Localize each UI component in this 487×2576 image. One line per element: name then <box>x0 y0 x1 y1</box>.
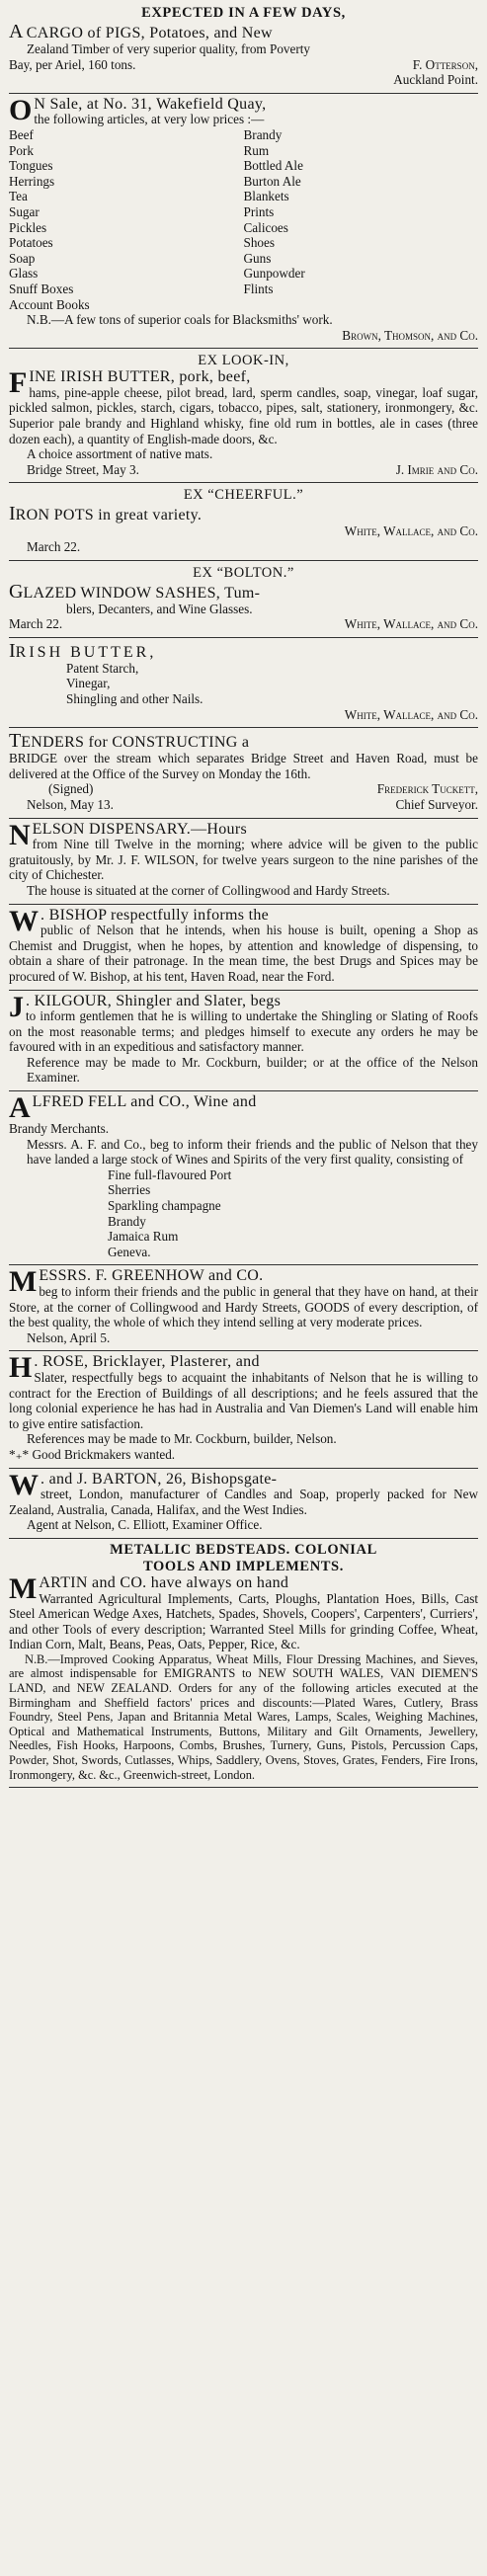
list-item: Gunpowder <box>243 266 305 282</box>
ad-title: ARTIN and CO. have always on hand <box>39 1573 289 1591</box>
list-item: Geneva. <box>108 1244 151 1259</box>
list-item: Sugar <box>9 203 40 219</box>
ad-body: street, London, manufacturer of Candles and Soap, properly packed for New Zealand, Australia, Canada, Halifax, and the West Indies. <box>9 1487 478 1517</box>
drop-letter: H <box>9 1351 33 1385</box>
ad-pigs <box>9 2 478 94</box>
ad-signer-title: Chief Surveyor. <box>395 796 478 812</box>
ad-line: Bay, per Ariel, 160 tons. <box>9 56 136 72</box>
list-item: Blankets <box>243 189 289 204</box>
ad-body: Slater, respectfully begs to acquaint the inhabitants of Nelson that he is willing to contract for the Erection of Buildings of all descriptions; and he feels assured that the long colonial experience he has had in Australia and Van Diemen's Land will enable him to give entire satisfaction. <box>9 1369 478 1431</box>
ad-title: . and J. BARTON, 26, Bishopsgate- <box>41 1470 278 1488</box>
list-item: Pork <box>9 142 34 158</box>
list-item: Potatoes <box>9 235 53 251</box>
ad-title: INE IRISH BUTTER, pork, beef, <box>29 368 251 386</box>
ad-title: ESSRS. F. GREENHOW and CO. <box>39 1267 264 1285</box>
ad-body-2: N.B.—Improved Cooking Apparatus, Wheat Mills, Flour Dressing Machines, and Sieves, are almost indispensable for EMIGRANTS to NEW SOUTH WALES, VAN DIEMEN'S LAND, and NEW ZEALAND. Orders for any of the following articles executed at the Birmingham and Sheffield factors' prices and discounts:—Plated Wares, Cutlery, Brass Foundry, Steel Pens, Japan and Britannia Metal Wares, Lamps, Scales, Weighing Machines, Optical and Mathematical Instruments, Buttons, Military and Gilt Ornaments, Jewellery, Needles, Fish Hooks, Harpoons, Combs, Brushes, Turnery, Guns, Pistols, Percussion Caps, Powder, Shot, Swords, Cutlasses, Whips, Saddlery, Ovens, Stoves, Grates, Fenders, Fire Irons, Ironmongery, &c. &c., Greenwich-street, London. <box>9 1651 478 1782</box>
ad-line: Zealand Timber of very superior quality, from Poverty <box>27 41 311 56</box>
ad-lookin <box>9 349 478 483</box>
list-item: Shingling and other Nails. <box>66 691 203 706</box>
ad-signature: Brown, Thomson, and Co. <box>342 327 478 343</box>
ad-date: March 22. <box>27 539 81 555</box>
drop-letter: O <box>9 93 33 126</box>
list-item: Brandy <box>243 126 283 142</box>
ad-fell <box>9 1091 478 1265</box>
list-item: Tongues <box>9 158 53 174</box>
ad-signature-place: Auckland Point. <box>393 72 478 88</box>
ad-body: Warranted Agricultural Implements, Carts, Ploughs, Plantation Hoes, Bills, Cast Steel American Wedge Axes, Hatchets, Spades, Shovels, Coopers', Carpenters', Curriers', and other Tools of every description; Warranted Steel Mills for grinding Coffee, Wheat, Indian Corn, Malt, Beans, Peas, Oats, Pepper, Rice, &c. <box>9 1590 478 1652</box>
drop-letter: W <box>9 904 39 937</box>
ad-agent: Agent at Nelson, C. Elliott, Examiner Office. <box>27 1517 263 1533</box>
drop-letter: W <box>9 1468 39 1501</box>
ad-title: . KILGOUR, Shingler and Slater, begs <box>26 992 282 1009</box>
ad-signature: White, Wallace, and Co. <box>344 706 478 722</box>
list-item: Calicoes <box>243 219 288 235</box>
drop-letter: A <box>9 21 24 42</box>
ad-body: to inform gentlemen that he is willing to undertake the Shingling or Slating of Roofs on the most reasonable terms; and pledges himself to execute any orders he may be favoured with in an expeditious and satisfactory manner. <box>9 1008 478 1055</box>
ad-kilgour <box>9 991 478 1092</box>
ad-header: EX “CHEERFUL.” <box>183 487 304 504</box>
ad-rose <box>9 1351 478 1468</box>
list-item: Brandy <box>108 1213 146 1229</box>
ad-title: LFRED FELL and CO., Wine and <box>32 1093 257 1111</box>
list-item: Prints <box>243 203 275 219</box>
ad-body: hams, pine-apple cheese, pilot bread, lard, sperm candles, soap, vinegar, loaf sugar, pickled salmon, pickles, starch, cigars, tobacco, pipes, salt, stationery, ironmongery, &c. Superior pale brandy and Highland whisky, fine old rum in bottles, ale in cases (three dozen each), a quantity of English-made doors, &c. <box>9 384 478 446</box>
ad-title: CARGO of PIGS, Potatoes, and New <box>26 25 273 41</box>
list-item: Patent Starch, <box>66 660 139 676</box>
ad-signature: White, Wallace, and Co. <box>344 616 478 632</box>
ad-place: Bridge Street, May 3. <box>27 461 139 477</box>
ad-line: blers, Decanters, and Wine Glasses. <box>66 601 253 616</box>
ad-title: ENDERS for CONSTRUCTING a <box>21 734 250 752</box>
ad-date: March 22. <box>9 616 63 632</box>
ad-body: public of Nelson that he intends, when his house is built, opening a Shop as Chemist and Druggist, when he hopes, by attention and knowledge of dispensing, to obtain a share of their patronage. In the mean time, the best Drugs and Spices may be procured of W. Bishop, at his tent, Haven Road, near the Ford. <box>9 923 478 984</box>
ad-date: Nelson, April 5. <box>27 1329 111 1345</box>
ad-note: Reference may be made to Mr. Cockburn, builder; or at the office of the Nelson Examiner. <box>27 1054 478 1086</box>
ad-note: A choice assortment of native mats. <box>27 446 213 462</box>
ad-martin <box>9 1539 478 1788</box>
ad-body: BRIDGE over the stream which separates Bridge Street and Haven Road, must be delivered at the Office of the Survey on Monday the 16th. <box>9 751 478 781</box>
item-columns <box>9 127 478 312</box>
item-list <box>9 1167 478 1260</box>
ad-title: . ROSE, Bricklayer, Plasterer, and <box>34 1353 260 1371</box>
item-list-right <box>244 127 479 312</box>
drop-letter: I <box>9 639 16 662</box>
ad-title: RON POTS in great variety. <box>15 507 203 524</box>
list-item: Rum <box>243 142 270 158</box>
list-item: Flints <box>243 281 274 296</box>
drop-letter: G <box>9 580 24 603</box>
list-item: Burton Ale <box>243 173 301 189</box>
ad-signature: J. Imrie and Co. <box>395 461 478 477</box>
list-item: Herrings <box>9 173 55 189</box>
ad-irish <box>9 638 478 728</box>
ad-note-wanted: *₊* Good Brickmakers wanted. <box>9 1446 176 1462</box>
drop-letter: A <box>9 1091 31 1125</box>
list-item: Sparkling champagne <box>108 1198 221 1214</box>
drop-letter: T <box>9 730 22 753</box>
ad-dispensary <box>9 819 478 905</box>
list-item: Fine full-flavoured Port <box>108 1167 232 1182</box>
list-item: Jamaica Rum <box>108 1229 179 1245</box>
list-item: Tea <box>9 189 28 204</box>
list-item: Pickles <box>9 219 47 235</box>
list-item: Account Books <box>9 296 90 312</box>
list-item: Guns <box>243 250 272 266</box>
drop-letter: I <box>9 503 16 525</box>
ad-header: EXPECTED IN A FEW DAYS, <box>141 5 346 21</box>
ad-body: from Nine till Twelve in the morning; where advice will be given to the public gratuitously, by Mr. J. F. WILSON, for twelve years surgeon to the nine parishes of the city of Chichester. <box>9 837 478 883</box>
ad-note: N.B.—A few tons of superior coals for Blacksmiths' work. <box>27 312 333 328</box>
list-item: Glass <box>9 266 39 282</box>
drop-letter: N <box>9 818 31 851</box>
ad-body: Messrs. A. F. and Co., beg to inform their friends and the public of Nelson that they have landed a large stock of Wines and Spirits of the very first quality, consisting of <box>27 1136 478 1167</box>
ad-onsale <box>9 94 478 350</box>
drop-letter: J <box>9 990 24 1023</box>
ad-signature: Frederick Tuckett, <box>376 781 478 797</box>
item-list-left <box>9 127 244 312</box>
drop-letter: F <box>9 366 28 400</box>
ad-subtitle: Brandy Merchants. <box>9 1121 110 1137</box>
ad-tenders <box>9 728 478 818</box>
list-item: Sherries <box>108 1182 151 1198</box>
ad-title: LAZED WINDOW SASHES, Tum- <box>23 584 261 602</box>
item-list <box>9 661 478 707</box>
ad-note: References may be made to Mr. Cockburn, builder, Nelson. <box>27 1431 337 1447</box>
list-item: Beef <box>9 126 34 142</box>
list-item: Snuff Boxes <box>9 281 74 296</box>
ad-cheerful <box>9 483 478 560</box>
ad-line: the following articles, at very low prices :— <box>34 112 265 127</box>
ad-note: The house is situated at the corner of Collingwood and Hardy Streets. <box>27 882 390 898</box>
ad-signature: F. Otterson, <box>412 56 478 72</box>
list-item: Vinegar, <box>66 676 111 691</box>
ad-bishop <box>9 905 478 991</box>
ad-header: EX “BOLTON.” <box>193 564 294 581</box>
ad-signature: White, Wallace, and Co. <box>344 523 478 539</box>
ad-title: N Sale, at No. 31, Wakefield Quay, <box>34 95 267 113</box>
ad-bolton <box>9 561 478 638</box>
drop-letter: M <box>9 1265 38 1299</box>
ad-place: Nelson, May 13. <box>27 796 114 812</box>
ad-body: beg to inform their friends and the public in general that they have on hand, at their Store, at the corner of Collingwood and Hardy Streets, GOODS of every description, of the best quality, the whole of which they intend selling at very moderate prices. <box>9 1284 478 1330</box>
ad-header: METALLIC BEDSTEADS. COLONIAL <box>110 1541 377 1558</box>
list-item: Bottled Ale <box>243 158 303 174</box>
ad-title: ELSON DISPENSARY.—Hours <box>32 820 247 838</box>
ad-title: . BISHOP respectfully informs the <box>41 906 270 924</box>
ad-title: RISH BUTTER, <box>15 643 157 661</box>
ad-header: TOOLS AND IMPLEMENTS. <box>143 1558 344 1574</box>
ad-signed: (Signed) <box>48 781 94 797</box>
ad-barton <box>9 1469 478 1539</box>
ad-header: EX LOOK-IN, <box>198 353 289 369</box>
ad-greenhow <box>9 1265 478 1351</box>
drop-letter: M <box>9 1571 38 1605</box>
list-item: Shoes <box>243 235 276 251</box>
list-item: Soap <box>9 250 36 266</box>
